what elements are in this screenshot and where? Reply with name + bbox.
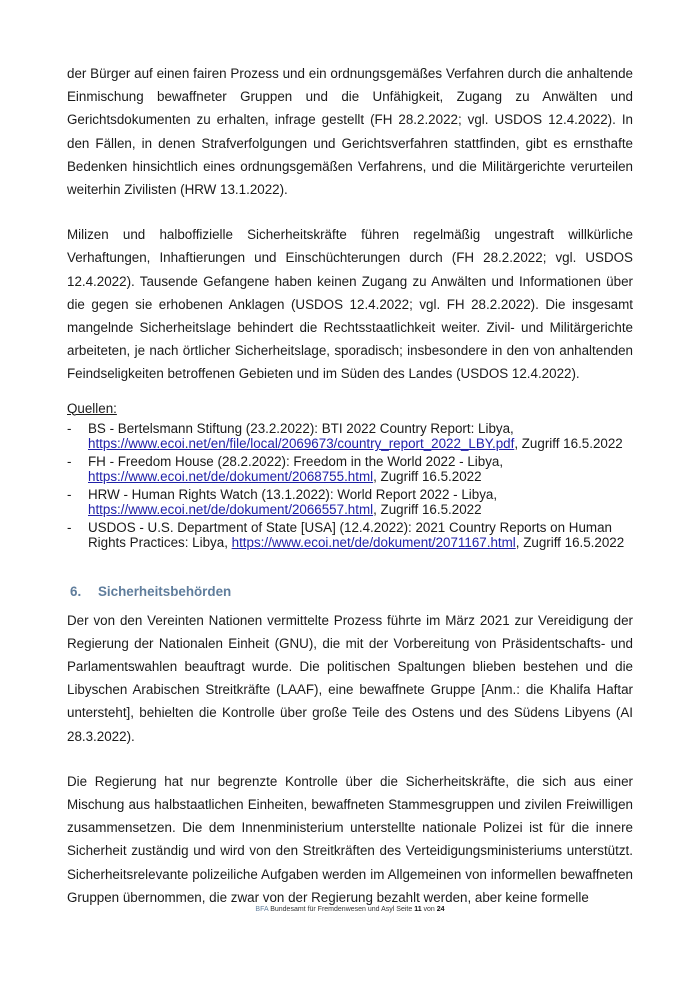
page-footer xyxy=(0,906,700,913)
paragraph-militias: Milizen und halboffizielle Sicherheitskräfte führen regelmäßig ungestraft willkürliche Verhaftungen, Inhaftierungen und Einschüchterungen durch (FH 28.2.2022; vgl. USDOS 12.4.2022). Tausende Gefangene haben keinen Zugang zu Anwälten und Informationen über die gegen sie erhobenen Anklagen (USDOS 12.4.2022; vgl. FH 28.2.2022). Die insgesamt mangelnde Sicherheitslage behindert die Rechtsstaatlichkeit weiter. Zivil- und Militärgerichte arbeiteten, je nach örtlicher Sicherheitslage, sporadisch; insbesondere in den von anhaltenden Feindseligkeiten betroffenen Gebieten und im Süden des Landes (USDOS 12.4.2022). xyxy=(67,227,633,382)
source-item-fh xyxy=(67,454,633,485)
bullet-dash: - xyxy=(67,420,72,436)
spacer xyxy=(67,386,633,400)
source-link[interactable]: https://www.ecoi.net/de/dokument/2068755.html xyxy=(88,469,374,485)
sources-title: Quellen: xyxy=(67,400,117,416)
source-access-date: , Zugriff 16.5.2022 xyxy=(515,535,625,551)
bullet-dash: - xyxy=(67,519,72,535)
paragraph-fair-trial: der Bürger auf einen fairen Prozess und ein ordnungsgemäßes Verfahren durch die anhaltende Einmischung bewaffneter Gruppen und die Unfähigkeit, Zugang zu Anwälten und Gerichtsdokumenten zu erhalten, infrage gestellt (FH 28.2.2022; vgl. USDOS 12.4.2022). In den Fällen, in denen Strafverfolgungen und Gerichtsverfahren stattfinden, gibt es ernsthafte Bedenken hinsichtlich eines ordnungsgemäßen Verfahrens, und die Militärgerichte verurteilen weiterhin Zivilisten (HRW 13.1.2022). xyxy=(67,66,633,198)
source-item-hrw xyxy=(67,487,633,518)
spacer xyxy=(67,601,633,609)
source-text: HRW - Human Rights Watch (13.1.2022): World Report 2022 - Libya, xyxy=(88,486,498,502)
sources-block xyxy=(67,400,633,551)
page-separator: von xyxy=(421,906,437,913)
footer-brand: BFA xyxy=(255,906,269,913)
paragraph-security-forces: Die Regierung hat nur begrenzte Kontrolle über die Sicherheitskräfte, die sich aus einer Mischung aus halbstaatlichen Einheiten, bewaffneten Stammesgruppen und zivilen Freiwilligen zusammensetzen. Die dem Innenministerium unterstellte nationale Polizei ist für die innere Sicherheit zuständig und wird von den Streitkräften des Verteidigungsministeriums unterstützt. Sicherheitsrelevante polizeiliche Aufgaben werden im Allgemeinen von informellen bewaffneten Gruppen übernommen, die zwar von der Regierung bezahlt werden, aber keine formelle xyxy=(67,773,633,905)
spacer xyxy=(67,748,633,770)
source-link[interactable]: https://www.ecoi.net/de/dokument/2071167.html xyxy=(231,535,516,551)
bullet-dash: - xyxy=(67,486,72,502)
paragraph-un-process: Der von den Vereinten Nationen vermittelte Prozess führte im März 2021 zur Vereidigung der Regierung der Nationalen Einheit (GNU), die mit der Vorbereitung von Präsidentschafts- und Parlamentswahlen beauftragt wurde. Die politischen Spaltungen blieben bestehen und die Libyschen Arabischen Streitkräfte (LAAF), eine bewaffnete Gruppe [Anm.: die Khalifa Haftar untersteht], behielten die Kontrolle über große Teile des Ostens und des Südens Libyens (AI 28.3.2022). xyxy=(67,612,633,744)
source-access-date: , Zugriff 16.5.2022 xyxy=(373,502,482,518)
bullet-dash: - xyxy=(67,453,72,469)
source-access-date: , Zugriff 16.5.2022 xyxy=(514,436,623,452)
source-item-bs xyxy=(67,421,633,452)
section-heading xyxy=(67,583,633,601)
source-link[interactable]: https://www.ecoi.net/en/file/local/2069673/country_report_2022_LBY.pdf xyxy=(88,436,515,452)
section-number: 6. xyxy=(70,583,82,599)
source-item-usdos xyxy=(67,520,633,551)
sources-list xyxy=(67,421,633,551)
source-text: USDOS - U.S. Department of State [USA] (12.4.2022): 2021 Country Reports on Human Rights Practices: Libya, xyxy=(88,519,612,551)
source-access-date: , Zugriff 16.5.2022 xyxy=(373,469,482,485)
source-text: FH - Freedom House (28.2.2022): Freedom in the World 2022 - Libya, xyxy=(88,453,504,469)
source-text: BS - Bertelsmann Stiftung (23.2.2022): BTI 2022 Country Report: Libya, xyxy=(88,420,514,436)
section-title: Sicherheitsbehörden xyxy=(98,583,232,599)
source-link[interactable]: https://www.ecoi.net/de/dokument/2066557.html xyxy=(88,502,374,518)
page-total: 24 xyxy=(436,906,445,913)
footer-org: Bundesamt für Fremdenwesen und Asyl Seite xyxy=(268,906,415,913)
spacer xyxy=(67,553,633,583)
document-page xyxy=(67,62,633,909)
spacer xyxy=(67,201,633,223)
page-current: 11 xyxy=(414,906,422,913)
